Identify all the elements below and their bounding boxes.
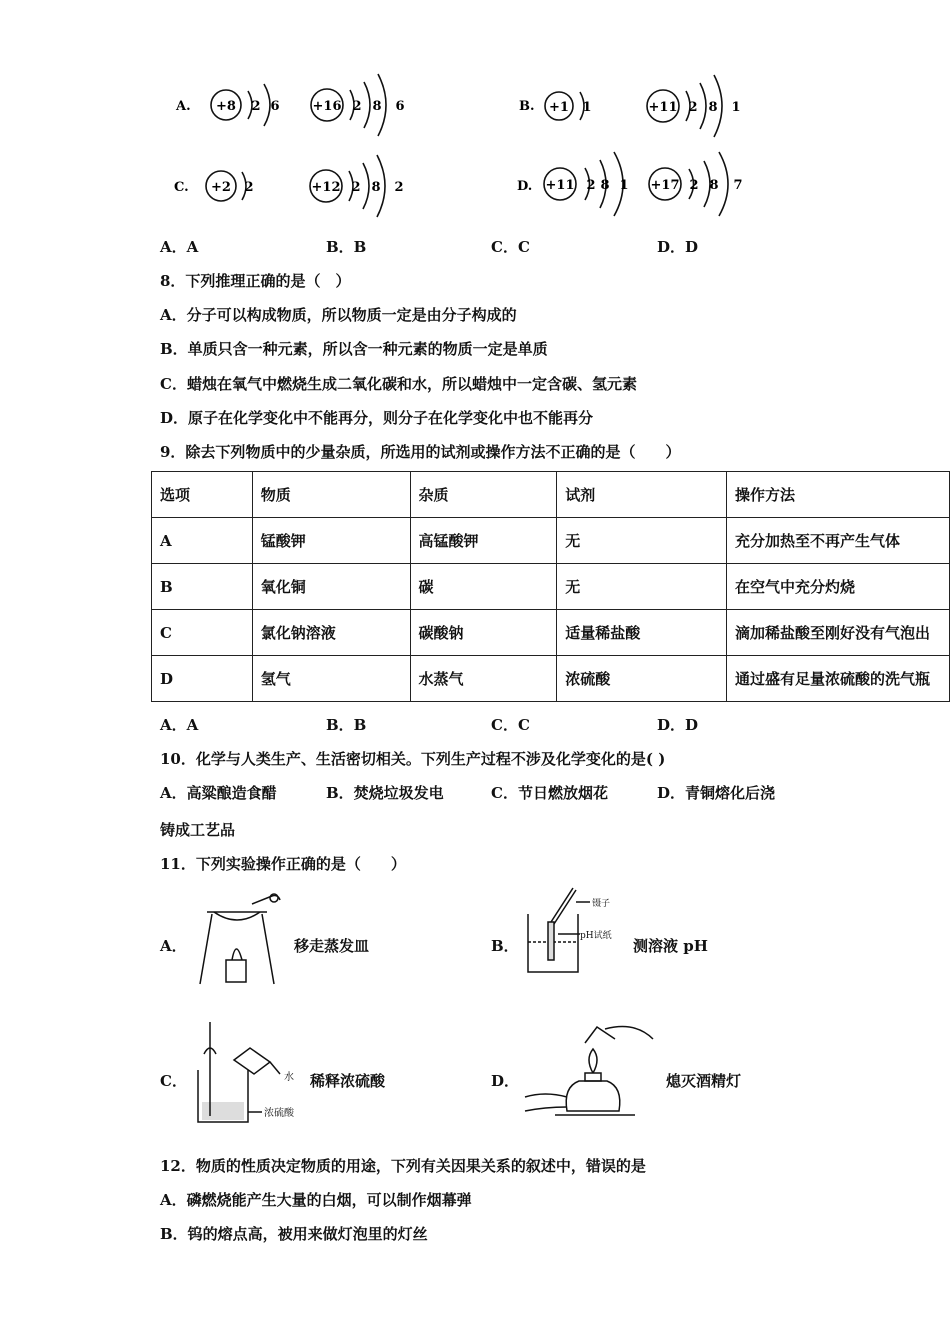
q7-option-d[interactable]: D．D (657, 238, 699, 256)
table-cell: 通过盛有足量浓硫酸的洗气瓶 (727, 656, 950, 702)
table-cell: 充分加热至不再产生气体 (727, 518, 950, 564)
table-row (152, 656, 950, 702)
q7-option-b[interactable]: B．B (326, 238, 367, 256)
q9-option-d[interactable]: D．D (657, 716, 699, 734)
nucleus-charge: +11 (648, 100, 678, 115)
shell-count: 8 (372, 99, 382, 114)
table-cell: 氢气 (252, 656, 410, 702)
q11-option-c[interactable]: C． (160, 1072, 187, 1090)
table-cell: 水蒸气 (410, 656, 557, 702)
table-header: 杂质 (410, 472, 557, 518)
table-cell: 锰酸钾 (252, 518, 410, 564)
table-header: 物质 (252, 472, 410, 518)
shell-count: 1 (619, 178, 629, 193)
evaporating-dish-figure (192, 890, 282, 990)
table-row (152, 564, 950, 610)
nucleus-charge: +2 (211, 180, 231, 195)
shell-count: 1 (582, 100, 592, 115)
table-cell: 高锰酸钾 (410, 518, 557, 564)
table-header: 试剂 (557, 472, 727, 518)
q8-option-b[interactable]: B．单质只含一种元素，所以含一种元素的物质一定是单质 (160, 340, 548, 358)
shell-count: 7 (733, 178, 743, 193)
q11-option-a-caption: 移走蒸发皿 (294, 937, 370, 955)
q8-stem: 8．下列推理正确的是（ ） (160, 272, 351, 290)
table-cell: C (152, 610, 253, 656)
q9-stem: 9．除去下列物质中的少量杂质，所选用的试剂或操作方法不正确的是（ ） (160, 443, 681, 461)
shell-count: 2 (586, 178, 596, 193)
q7-atom-diagrams (0, 0, 950, 230)
shell-count: 6 (395, 99, 405, 114)
q10-option-d-continuation: 铸成工艺品 (160, 821, 236, 839)
table-cell: B (152, 564, 253, 610)
table-header: 选项 (152, 472, 253, 518)
table-cell: 滴加稀盐酸至刚好没有气泡出 (727, 610, 950, 656)
table-cell: D (152, 656, 253, 702)
table-row (152, 518, 950, 564)
shell-count: 1 (731, 100, 741, 115)
table-header-row (152, 472, 950, 518)
q8-option-d[interactable]: D．原子在化学变化中不能再分，则分子在化学变化中也不能再分 (160, 409, 594, 427)
alcohol-lamp-figure (515, 1015, 665, 1125)
shell-count: 6 (270, 99, 280, 114)
shell-count: 2 (689, 178, 699, 193)
table-cell: 碳酸钠 (410, 610, 557, 656)
shell-count: 8 (600, 178, 610, 193)
nucleus-charge: +1 (549, 100, 569, 115)
shell-count: 2 (251, 99, 261, 114)
q8-option-a[interactable]: A．分子可以构成物质，所以物质一定是由分子构成的 (160, 306, 517, 324)
q7-label-b: B. (519, 99, 535, 114)
q9-table (151, 471, 950, 702)
nucleus-charge: +12 (311, 180, 341, 195)
table-cell: 浓硫酸 (557, 656, 727, 702)
table-cell: 氧化铜 (252, 564, 410, 610)
water-label: 水 (284, 1072, 294, 1083)
q10-option-a[interactable]: A．高粱酿造食醋 (160, 784, 277, 802)
ph-test-figure (518, 882, 628, 982)
table-row (152, 610, 950, 656)
q11-option-b-caption: 测溶液 pH (633, 937, 708, 955)
q8-option-c[interactable]: C．蜡烛在氧气中燃烧生成二氧化碳和水，所以蜡烛中一定含碳、氢元素 (160, 375, 637, 393)
q11-option-d[interactable]: D． (491, 1072, 520, 1090)
tweezers-label: 镊子 (592, 899, 611, 909)
dilute-acid-figure (190, 1018, 310, 1128)
table-cell: 适量稀盐酸 (557, 610, 727, 656)
q11-option-b[interactable]: B． (491, 937, 519, 955)
shell-count: 8 (709, 178, 719, 193)
q9-option-a[interactable]: A．A (160, 716, 199, 734)
shell-count: 2 (394, 180, 404, 195)
table-cell: 碳 (410, 564, 557, 610)
nucleus-charge: +17 (650, 178, 680, 193)
q11-stem: 11．下列实验操作正确的是（ ） (160, 855, 406, 873)
q10-option-d[interactable]: D．青铜熔化后浇 (657, 784, 776, 802)
conc-acid-label: 浓硫酸 (264, 1108, 294, 1119)
q11-option-d-caption: 熄灭酒精灯 (666, 1072, 742, 1090)
shell-count: 8 (708, 100, 718, 115)
q11-option-a[interactable]: A． (160, 937, 187, 955)
q11-option-c-caption: 稀释浓硫酸 (310, 1072, 386, 1090)
q9-option-c[interactable]: C．C (491, 716, 530, 734)
shell-count: 2 (688, 100, 698, 115)
shell-count: 8 (371, 180, 381, 195)
ph-paper-label: pH试纸 (580, 931, 612, 941)
q10-option-b[interactable]: B．焚烧垃圾发电 (326, 784, 444, 802)
q10-option-c[interactable]: C．节日燃放烟花 (491, 784, 608, 802)
q7-label-d: D. (517, 179, 533, 194)
table-cell: 无 (557, 564, 727, 610)
table-cell: 氯化钠溶液 (252, 610, 410, 656)
table-cell: 在空气中充分灼烧 (727, 564, 950, 610)
q9-option-b[interactable]: B．B (326, 716, 367, 734)
nucleus-charge: +8 (216, 99, 236, 114)
q12-stem: 12．物质的性质决定物质的用途，下列有关因果关系的叙述中，错误的是 (160, 1157, 646, 1175)
shell-count: 2 (352, 99, 362, 114)
shell-count: 2 (351, 180, 361, 195)
q7-option-c[interactable]: C．C (491, 238, 530, 256)
nucleus-charge: +11 (545, 178, 575, 193)
table-cell: 无 (557, 518, 727, 564)
shell-count: 2 (244, 180, 254, 195)
q12-option-b[interactable]: B．钨的熔点高，被用来做灯泡里的灯丝 (160, 1225, 428, 1243)
table-header: 操作方法 (727, 472, 950, 518)
table-cell: A (152, 518, 253, 564)
q7-option-a[interactable]: A．A (160, 238, 199, 256)
q12-option-a[interactable]: A．磷燃烧能产生大量的白烟，可以制作烟幕弹 (160, 1191, 472, 1209)
q10-stem: 10．化学与人类生产、生活密切相关。下列生产过程不涉及化学变化的是( ) (160, 750, 666, 768)
q7-label-c: C. (174, 180, 189, 195)
q7-label-a: A. (176, 99, 191, 114)
nucleus-charge: +16 (312, 99, 342, 114)
